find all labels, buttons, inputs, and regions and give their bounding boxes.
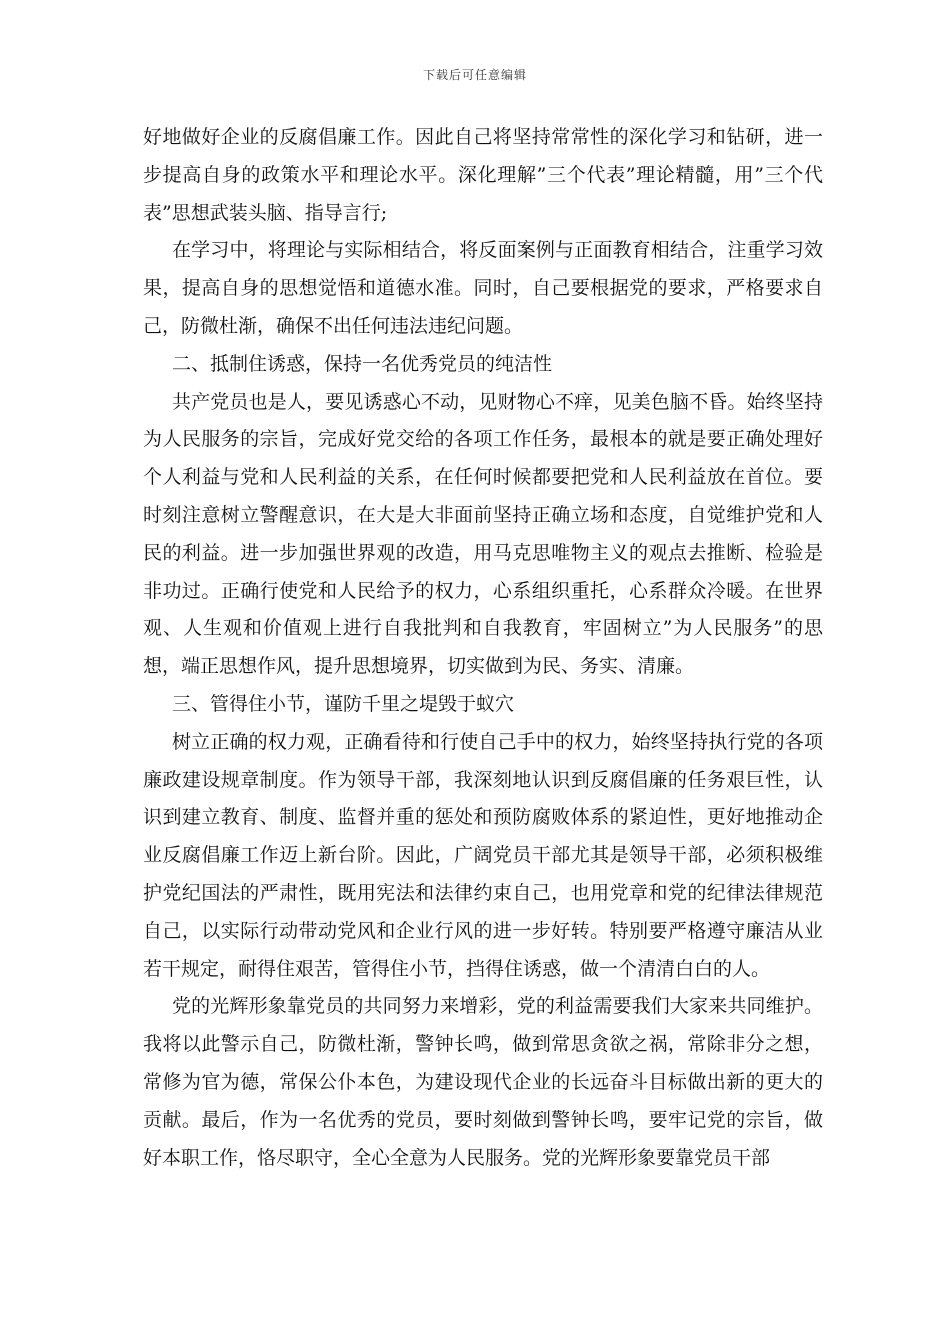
paragraph-3: 共产党员也是人，要见诱惑心不动，见财物心不痒，见美色脑不昏。始终坚持为人民服务的宗旨，完成好党交给的各项工作任务，最根本的就是要正确处理好个人利益与党和人民利益的关系，在任何时候都要把党和人民利益放在首位。要时刻注意树立警醒意识，在大是大非面前坚持正确立场和态度，自觉维护党和人民的利益。进一步加强世界观的改造，用马克思唯物主义的观点去推断、检验是非功过。正确行使党和人民给予的权力，心系组织重托，心系群众冷暖。在世界观、人生观和价值观上进行自我批判和自我教育，牢固树立”为人民服务”的思想，端正思想作风，提升思想境界，切实做到为民、务实、清廉。 [143, 390, 823, 678]
section-heading-2: 二、抵制住诱惑，保持一名优秀党员的纯洁性 [172, 352, 553, 375]
paragraph-4: 树立正确的权力观，正确看待和行使自己手中的权力，始终坚持执行党的各项廉政建设规章制度。作为领导干部，我深刻地认识到反腐倡廉的任务艰巨性，认识到建立教育、制度、监督并重的惩处和预防腐败体系的紧迫性，更好地推动企业反腐倡廉工作迈上新台阶。因此，广阔党员干部尤其是领导干部，必须积极维护党纪国法的严肃性，既用宪法和法律约束自己，也用党章和党的纪律法律规范自己，以实际行动带动党风和企业行风的进一步好转。特别要严格遵守廉洁从业若干规定，耐得住艰苦，管得住小节，挡得住诱惑，做一个清清白白的人。 [143, 730, 823, 980]
paragraph-2: 在学习中，将理论与实际相结合，将反面案例与正面教育相结合，注重学习效果，提高自身的思想觉悟和道德水准。同时，自己要根据党的要求，严格要求自己，防微杜渐，确保不出任何违法违纪问题。 [143, 239, 823, 337]
paragraph-1: 好地做好企业的反腐倡廉工作。因此自己将坚持常常性的深化学习和钻研，进一步提高自身的政策水平和理论水平。深化理解”三个代表”理论精髓，用”三个代表”思想武装头脑、指导言行; [143, 126, 823, 224]
page-header: 下载后可任意编辑 [422, 68, 527, 82]
document-body [143, 119, 823, 1177]
paragraph-5: 党的光辉形象靠党员的共同努力来增彩，党的利益需要我们大家来共同维护。我将以此警示自己，防微杜渐，警钟长鸣，做到常思贪欲之祸，常除非分之想，常修为官为德，常保公仆本色，为建设现代企业的长远奋斗目标做出新的更大的贡献。最后，作为一名优秀的党员，要时刻做到警钟长鸣，要牢记党的宗旨，做好本职工作，恪尽职守，全心全意为人民服务。党的光辉形象要靠党员干部 [143, 995, 823, 1169]
section-heading-3: 三、管得住小节，谨防千里之堤毁于蚁穴 [172, 692, 515, 715]
